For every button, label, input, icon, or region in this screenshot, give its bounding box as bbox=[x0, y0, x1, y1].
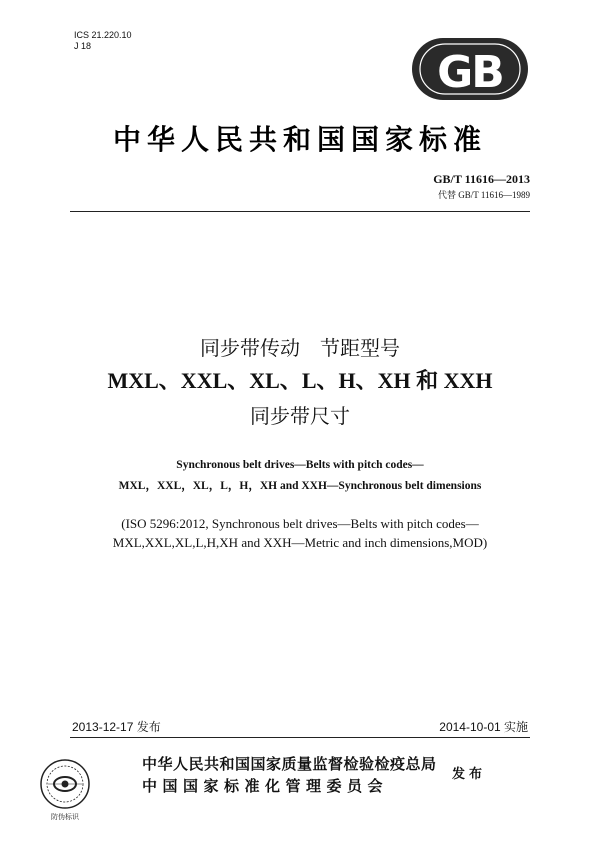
en-title-line-1: Synchronous belt drives—Belts with pitch codes— bbox=[176, 459, 424, 471]
org-title: 中华人民共和国国家标准 bbox=[112, 123, 487, 156]
implementation-date: 2014-10-01 实施 bbox=[439, 720, 528, 734]
iso-reference-line-2: MXL,XXL,XL,L,H,XH and XXH—Metric and inch dimensions,MOD) bbox=[112, 535, 488, 550]
header-divider bbox=[70, 211, 530, 212]
issuer-sac: 中国国家标准化管理委员会 bbox=[142, 777, 389, 795]
replaces-standard: 代替 GB/T 11616—1989 bbox=[437, 190, 530, 200]
iso-reference-line-1: (ISO 5296:2012, Synchronous belt drives—Belts with pitch codes— bbox=[121, 516, 479, 531]
en-title-line-2: MXL，XXL，XL，L，H，XH and XXH—Synchronous belt dimensions bbox=[118, 480, 482, 492]
issuer-aqsiq: 中华人民共和国国家质量监督检验检疫总局 bbox=[142, 755, 437, 773]
cn-title-line-2: MXL、XXL、XL、L、H、XH 和 XXH bbox=[107, 368, 493, 393]
ics-code: ICS 21.220.10 bbox=[74, 30, 132, 40]
ccs-code: J 18 bbox=[74, 41, 92, 51]
gb-logo-text: GB bbox=[437, 47, 503, 98]
seal-caption: 防伪标识 bbox=[51, 813, 79, 821]
anti-counterfeit-seal bbox=[36, 758, 94, 822]
publish-label: 发布 bbox=[452, 767, 487, 782]
gb-logo bbox=[410, 34, 530, 104]
standard-number: GB/T 11616—2013 bbox=[433, 172, 530, 186]
cn-title-line-3: 同步带尺寸 bbox=[250, 404, 350, 428]
footer-divider bbox=[70, 737, 530, 738]
cn-title-line-1: 同步带传动 节距型号 bbox=[200, 336, 400, 360]
issue-date: 2013-12-17 发布 bbox=[72, 720, 161, 734]
